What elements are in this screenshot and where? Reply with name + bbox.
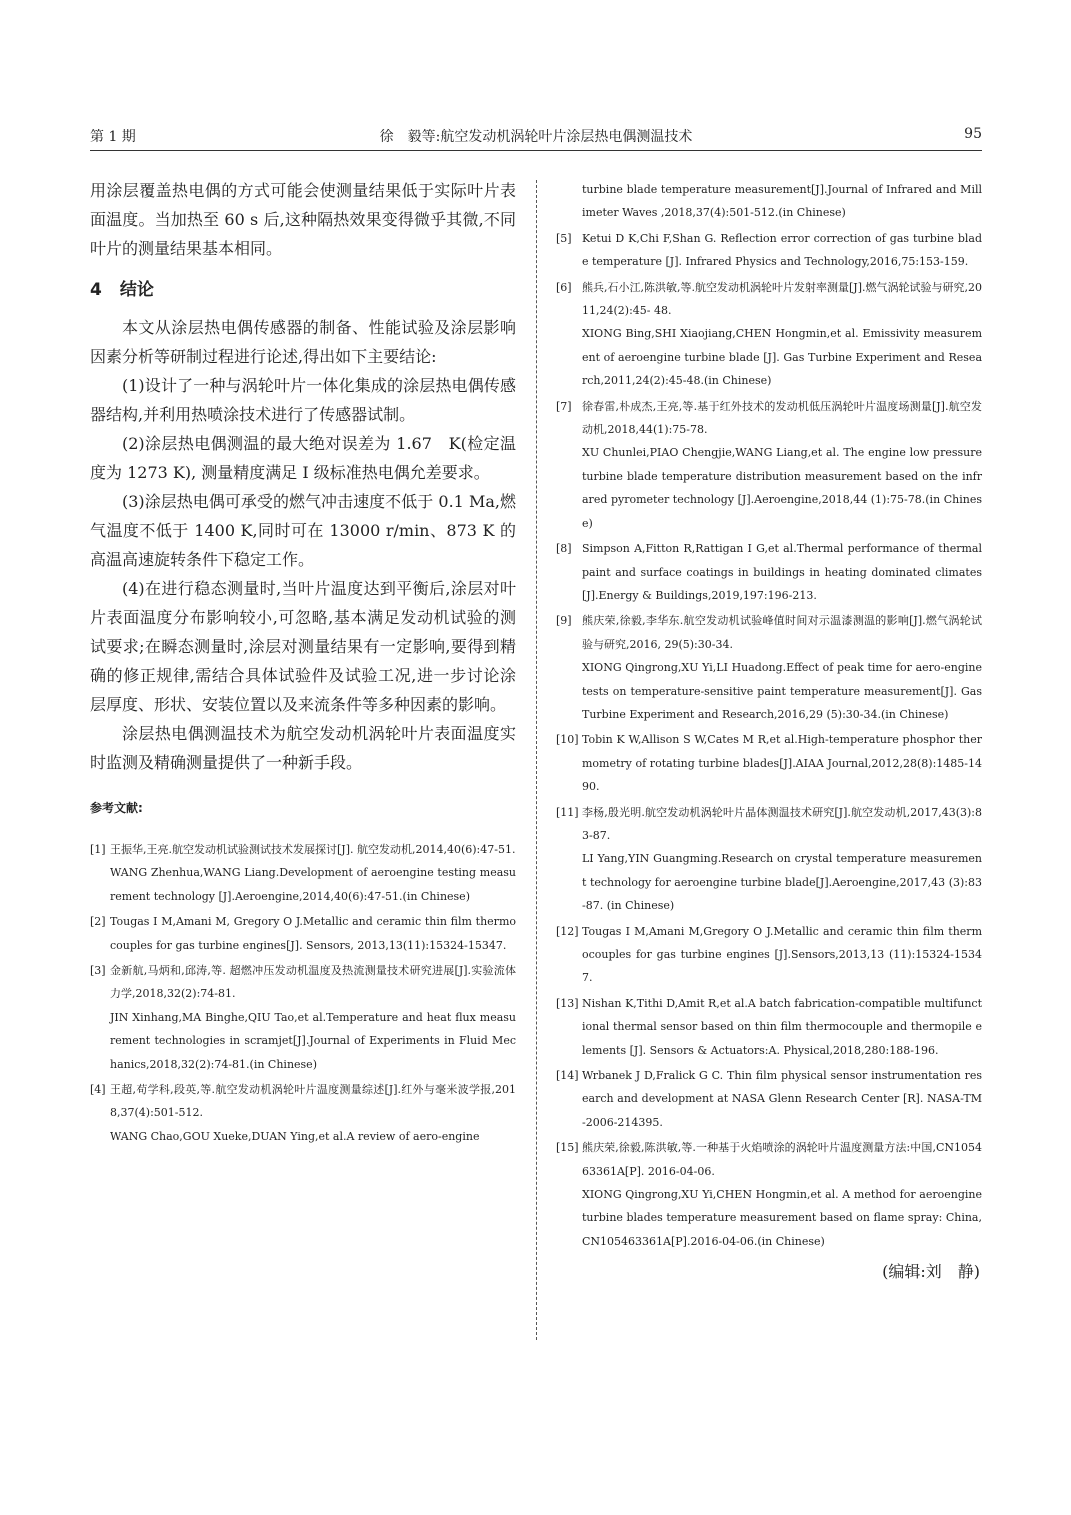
reference-text: JIN Xinhang,MA Binghe,QIU Tao,et al.Temperature and heat flux measurement technologies in scramjet[J].Journal of Experiments in Fluid Mechanics,2018,32(2):74-81.(in Chinese): [110, 1010, 516, 1071]
reference-text: 熊庆荣,徐毅,陈洪敏,等.一种基于火焰喷涂的涡轮叶片温度测量方法:中国,CN105463361A[P]. 2016-04-06.: [582, 1141, 982, 1178]
reference-number: [15]: [556, 1141, 579, 1155]
reference-item: [556, 276, 982, 393]
reference-text: XIONG Qingrong,XU Yi,LI Huadong.Effect of peak time for aero-engine tests on temperature-sensitive paint temperature measurement[J]. Gas Turbine Experiment and Research,2016,29 (5):30-34.(in Chinese): [582, 661, 982, 721]
reference-text: Nishan K,Tithi D,Amit R,et al.A batch fabrication-compatible multifunctional thermal sensor based on thin film thermocouple and thermopile elements [J]. Sensors & Actuators:A. Physical,2018,280:188-196.: [582, 996, 982, 1057]
reference-number: [5]: [556, 231, 572, 245]
reference-text: 李杨,殷光明.航空发动机涡轮叶片晶体测温技术研究[J].航空发动机,2017,43(3):83-87.: [582, 805, 982, 842]
reference-item: [556, 1064, 982, 1134]
running-title: 徐 毅等:航空发动机涡轮叶片涂层热电偶测温技术: [379, 129, 693, 145]
reference-text: turbine blade temperature measurement[J].Journal of Infrared and Millimeter Waves ,2018,37(4):501-512.(in Chinese): [582, 183, 982, 220]
reference-number: [10]: [556, 733, 579, 747]
reference-number: [9]: [556, 614, 572, 628]
reference-item: [556, 178, 982, 225]
paragraph: (1)设计了一种与涡轮叶片一体化集成的涂层热电偶传感器结构,并利用热喷涂技术进行了传感器试制。: [90, 376, 516, 424]
page-number: 95: [964, 126, 982, 142]
reference-text: WANG Chao,GOU Xueke,DUAN Ying,et al.A review of aero-engine: [110, 1129, 480, 1143]
paragraph: (3)涂层热电偶可承受的燃气冲击速度不低于 0.1 Ma,燃气温度不低于 1400 K,同时可在 13000 r/min、873 K 的高温高速旋转条件下稳定工作。: [90, 492, 516, 569]
left-column: [90, 176, 516, 1150]
reference-number: [8]: [556, 542, 572, 556]
reference-number: [4]: [90, 1083, 106, 1097]
section-title: 结论: [119, 280, 154, 300]
references-heading: 参考文献:: [90, 801, 143, 815]
paragraph: 本文从涂层热电偶传感器的制备、性能试验及涂层影响因素分析等研制过程进行论述,得出如下主要结论:: [90, 318, 516, 366]
reference-text: XU Chunlei,PIAO Chengjie,WANG Liang,et al. The engine low pressure turbine blade temperature distribution measurement based on the infrared pyrometer technology [J].Aeroengine,2018,44 (1):75-78.(in Chinese): [582, 446, 982, 530]
reference-text: XIONG Qingrong,XU Yi,CHEN Hongmin,et al. A method for aeroengine turbine blades temperature measurement based on flame spray: China,CN105463361A[P].2016-04-06.(in Chinese): [582, 1188, 982, 1248]
paragraph: 涂层热电偶测温技术为航空发动机涡轮叶片表面温度实时监测及精确测量提供了一种新手段。: [90, 724, 516, 772]
reference-text: Wrbanek J D,Fralick G C. Thin film physical sensor instrumentation research and development at NASA Glenn Research Center [R]. NASA-TM-2006-214395.: [582, 1069, 982, 1129]
reference-number: [14]: [556, 1069, 579, 1083]
reference-number: [13]: [556, 996, 579, 1010]
reference-number: [6]: [556, 280, 572, 294]
reference-item: [556, 227, 982, 274]
reference-item: [556, 395, 982, 535]
section-number: 4: [90, 280, 102, 300]
right-column: [556, 178, 982, 1282]
reference-number: [1]: [90, 843, 106, 856]
paragraph: (2)涂层热电偶测温的最大绝对误差为 1.67 K(检定温度为 1273 K), 测量精度满足 Ⅰ 级标准热电偶允差要求。: [90, 434, 516, 482]
running-header: [90, 126, 982, 150]
reference-text: Simpson A,Fitton R,Rattigan I G,et al.Thermal performance of thermal paint and surface coatings in buildings in heating dominated climates[J].Energy & Buildings,2019,197:196-213.: [582, 542, 982, 602]
reference-text: 王振华,王亮.航空发动机试验测试技术发展探讨[J]. 航空发动机,2014,40(6):47-51.: [110, 843, 516, 856]
reference-list-left: [90, 838, 516, 1148]
issue-label: 第 1 期: [90, 129, 136, 145]
reference-text: WANG Zhenhua,WANG Liang.Development of aeroengine testing measurement technology [J].Aeroengine,2014,40(6):47-51.(in Chinese): [110, 866, 516, 903]
reference-text: Tougas I M,Amani M,Gregory O J.Metallic and ceramic thin film thermocouples for gas turbine engines [J].Sensors,2013,13 (11):15324-15347.: [582, 924, 982, 985]
reference-text: 王超,苟学科,段英,等.航空发动机涡轮叶片温度测量综述[J].红外与毫米波学报,2018,37(4):501-512.: [110, 1083, 516, 1120]
reference-text: Tougas I M,Amani M, Gregory O J.Metallic and ceramic thin film thermocouples for gas turbine engines[J]. Sensors, 2013,13(11):15324-15347.: [110, 915, 516, 952]
reference-text: XIONG Bing,SHI Xiaojiang,CHEN Hongmin,et al. Emissivity measurement of aeroengine turbine blade [J]. Gas Turbine Experiment and Research,2011,24(2):45-48.(in Chinese): [582, 327, 982, 388]
header-rule: [90, 150, 982, 151]
reference-number: [2]: [90, 915, 106, 929]
reference-list-right: [556, 178, 982, 1253]
reference-item: [556, 992, 982, 1062]
reference-item: [90, 959, 516, 1076]
reference-item: [556, 728, 982, 798]
reference-item: [90, 910, 516, 957]
column-divider: [536, 180, 537, 1340]
editor-credit: (编辑:刘 静): [882, 1262, 980, 1282]
reference-text: 徐春雷,朴成杰,王亮,等.基于红外技术的发动机低压涡轮叶片温度场测量[J].航空发动机,2018,44(1):75-78.: [582, 399, 982, 437]
reference-text: 熊兵,石小江,陈洪敏,等.航空发动机涡轮叶片发射率测量[J].燃气涡轮试验与研究,2011,24(2):45- 48.: [582, 280, 982, 318]
reference-number: [3]: [90, 964, 106, 978]
paragraph: (4)在进行稳态测量时,当叶片温度达到平衡后,涂层对叶片表面温度分布影响较小,可忽略,基本满足发动机试验的测试要求;在瞬态测量时,涂层对测量结果有一定影响,要得到精确的修正规律,需结合具体试验件及试验工况,进一步讨论涂层厚度、形状、安装位置以及来流条件等多种因素的影响。: [90, 579, 516, 714]
reference-item: [556, 537, 982, 607]
reference-item: [90, 838, 516, 908]
reference-number: [11]: [556, 805, 579, 819]
reference-item: [556, 801, 982, 918]
reference-number: [7]: [556, 399, 572, 413]
reference-item: [556, 920, 982, 990]
reference-text: Tobin K W,Allison S W,Cates M R,et al.High-temperature phosphor thermometry of rotating turbine blades[J].AIAA Journal,2012,28(8):1485-1490.: [582, 733, 982, 794]
reference-text: 金新航,马炳和,邱涛,等. 超燃冲压发动机温度及热流测量技术研究进展[J].实验流体力学,2018,32(2):74-81.: [110, 964, 516, 1001]
intro-paragraph: 用涂层覆盖热电偶的方式可能会使测量结果低于实际叶片表面温度。当加热至 60 s 后,这种隔热效果变得微乎其微,不同叶片的测量结果基本相同。: [90, 181, 516, 258]
reference-item: [90, 1078, 516, 1148]
reference-item: [556, 609, 982, 726]
reference-text: 熊庆荣,徐毅,李华东.航空发动机试验峰值时间对示温漆测温的影响[J].燃气涡轮试验与研究,2016, 29(5):30-34.: [582, 614, 982, 651]
reference-item: [556, 1136, 982, 1253]
reference-number: [12]: [556, 924, 579, 938]
reference-text: Ketui D K,Chi F,Shan G. Reflection error correction of gas turbine blade temperature [J]. Infrared Physics and Technology,2016,75:153-159.: [582, 231, 982, 269]
reference-text: LI Yang,YIN Guangming.Research on crystal temperature measurement technology for aeroengine turbine blade[J].Aeroengine,2017,43 (3):83-87. (in Chinese): [582, 852, 982, 913]
section-heading: [90, 277, 516, 303]
